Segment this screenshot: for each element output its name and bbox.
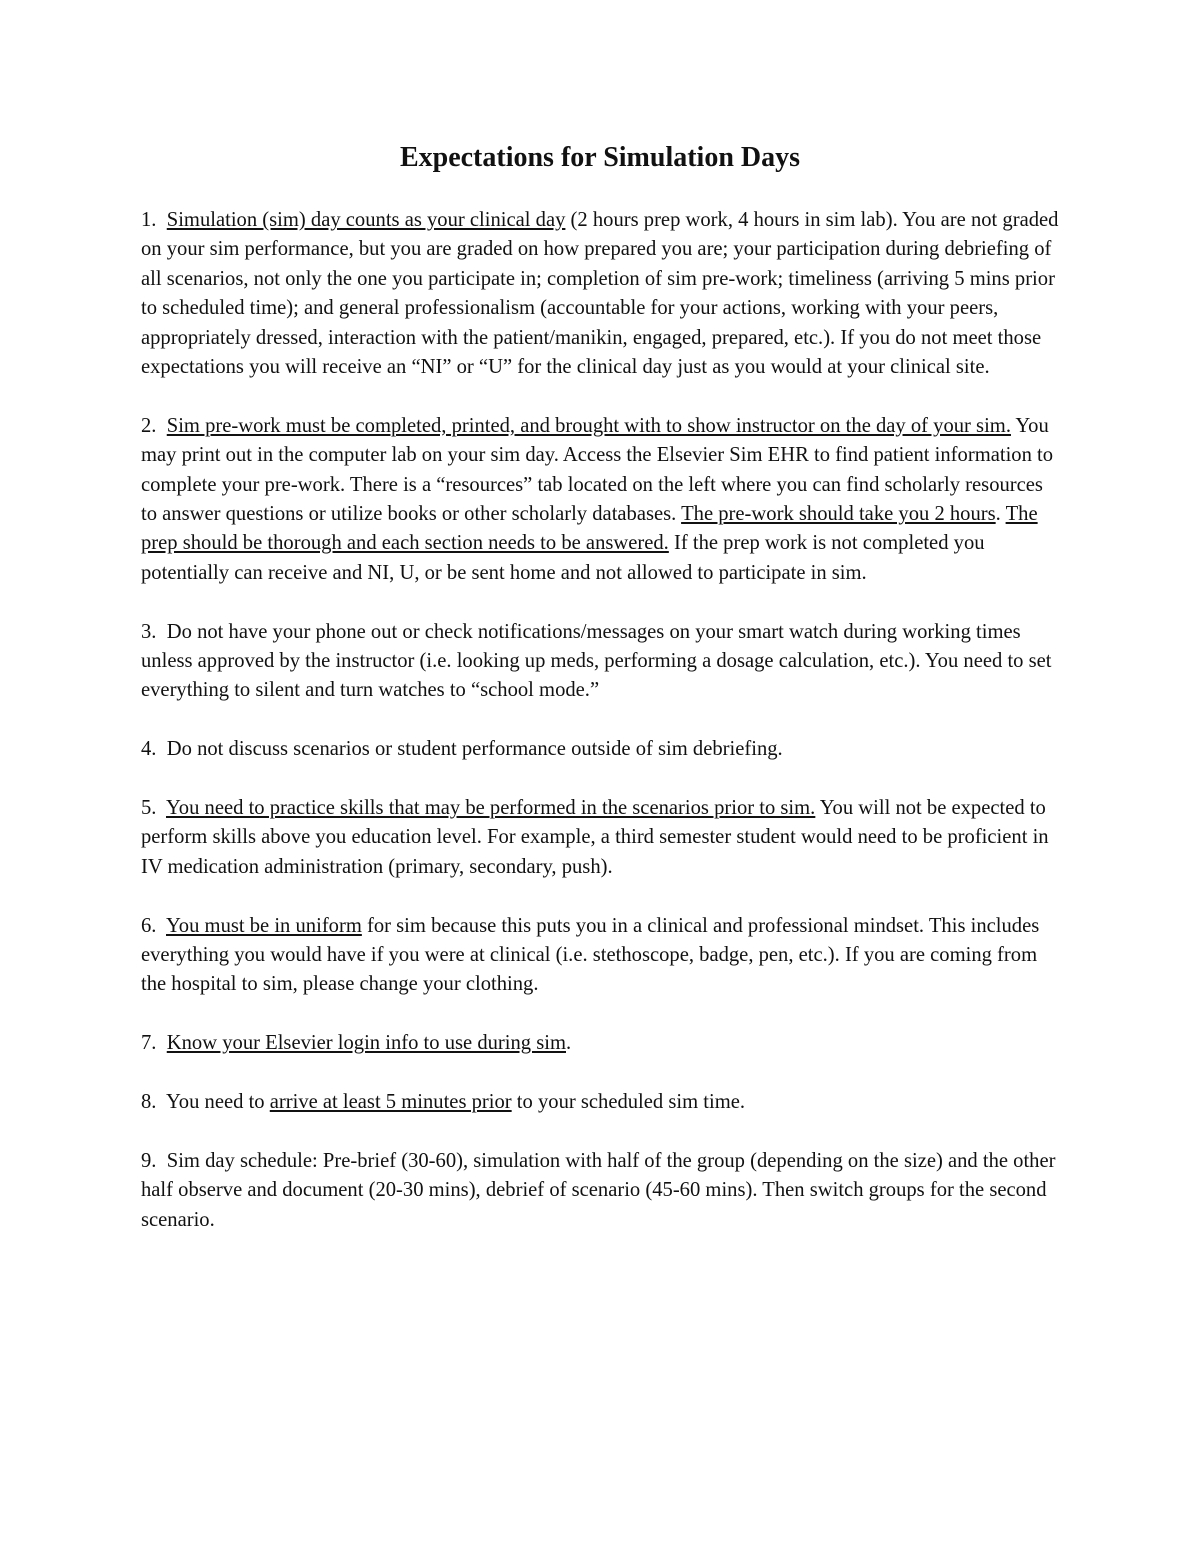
underlined-text: Sim pre-work must be completed, printed, and brought with to show instructor on the day of your sim. bbox=[166, 414, 1011, 437]
underlined-text: You must be in uniform bbox=[166, 914, 362, 937]
item-text: You may print out in the computer lab on your sim day. Access the Elsevier Sim EHR to find patient information to complete your pre-work. There is a “resources” tab located on the left where you can find scholarly resources to answer questions or utilize books or other scholarly databases. bbox=[141, 414, 1054, 526]
item-number: 3. bbox=[141, 620, 157, 643]
list-item-9 bbox=[141, 1147, 1063, 1235]
item-text: for sim because this puts you in a clinical and professional mindset. This includes everything you would have if you were at clinical (i.e. stethoscope, badge, pen, etc.). If you are coming from the hospital to sim, please change your clothing. bbox=[141, 914, 1040, 996]
item-text: (2 hours prep work, 4 hours in sim lab). You are not graded on your sim performance, but you are graded on how prepared you are; your participation during debriefing of all scenarios, not only the one you participate in; completion of sim pre-work; timeliness (arriving 5 mins prior to scheduled time); and general professionalism (accountable for your actions, working with your peers, appropriately dressed, interaction with the patient/manikin, engaged, prepared, etc.). If you do not meet those expectations you will receive an “NI” or “U” for the clinical day just as you would at your clinical site. bbox=[141, 209, 1059, 379]
item-text: If the prep work is not completed you potentially can receive and NI, U, or be sent home and not allowed to participate in sim. bbox=[141, 532, 985, 584]
item-number: 4. bbox=[141, 738, 157, 761]
item-text: You will not be expected to perform skills above you education level. For example, a third semester student would need to be proficient in IV medication administration (primary, secondary, push). bbox=[141, 797, 1049, 878]
item-text: You need to bbox=[166, 1091, 270, 1114]
item-text: Do not have your phone out or check notifications/messages on your smart watch during working times unless approved by the instructor (i.e. looking up meds, performing a dosage calculation, etc.). You need to set everything to silent and turn watches to “school mode.” bbox=[141, 620, 1052, 702]
item-number: 9. bbox=[141, 1149, 157, 1172]
item-text: Do not discuss scenarios or student performance outside of sim debriefing. bbox=[166, 738, 783, 761]
list-item-7 bbox=[141, 1029, 1063, 1058]
item-number: 7. bbox=[141, 1032, 157, 1055]
document-title: Expectations for Simulation Days bbox=[399, 142, 801, 173]
item-number: 8. bbox=[141, 1091, 157, 1114]
underlined-text: Know your Elsevier login info to use during sim bbox=[166, 1032, 566, 1055]
list-item-3 bbox=[141, 618, 1063, 706]
list-item-5 bbox=[141, 794, 1063, 882]
list-item-1 bbox=[141, 206, 1063, 382]
list-item-4 bbox=[141, 735, 1063, 764]
underlined-text: Simulation (sim) day counts as your clinical day bbox=[166, 209, 566, 231]
item-number: 2. bbox=[141, 414, 157, 437]
item-text: to your scheduled sim time. bbox=[511, 1091, 746, 1114]
list-item-2 bbox=[141, 412, 1063, 588]
item-text: . bbox=[566, 1032, 572, 1055]
underlined-text: You need to practice skills that may be performed in the scenarios prior to sim. bbox=[166, 797, 816, 820]
underlined-text: The prep should be thorough and each section needs to be answered. bbox=[141, 503, 1038, 555]
list-item-8 bbox=[141, 1088, 1063, 1117]
item-number: 5. bbox=[141, 797, 157, 820]
item-text: Sim day schedule: Pre-brief (30-60), simulation with half of the group (depending on the size) and the other half observe and document (20-30 mins), debrief of scenario (45-60 mins). Then switch groups for the second scenario. bbox=[141, 1149, 1056, 1231]
expectations-list bbox=[141, 206, 1063, 1264]
list-item-6 bbox=[141, 912, 1063, 1000]
item-text: . bbox=[995, 503, 1006, 526]
item-number: 6. bbox=[141, 914, 157, 937]
underlined-text: The pre-work should take you 2 hours bbox=[681, 503, 996, 526]
underlined-text: arrive at least 5 minutes prior bbox=[269, 1091, 512, 1114]
item-number: 1. bbox=[141, 209, 157, 231]
